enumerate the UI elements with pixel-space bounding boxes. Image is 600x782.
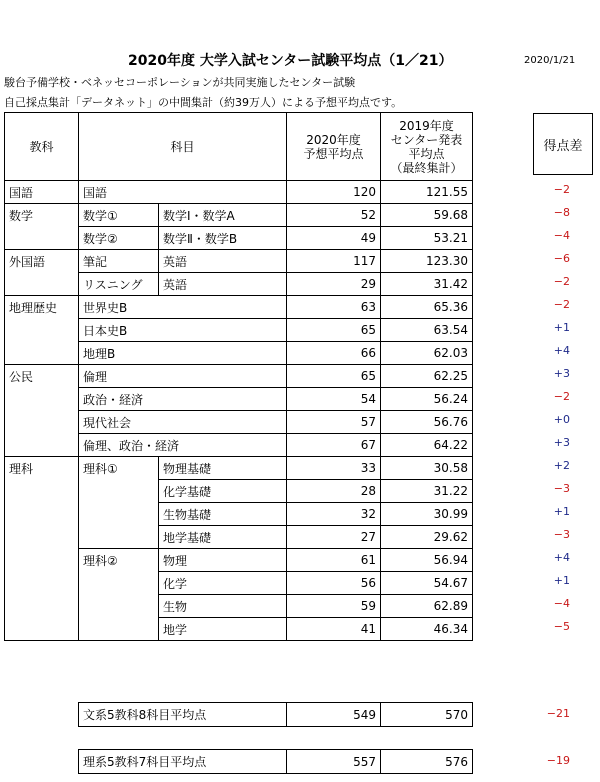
diff-column (530, 178, 570, 638)
cell-kyoka: 地理歴史 (5, 296, 79, 319)
diff-value: −2 (553, 183, 570, 196)
cell-2020: 120 (287, 181, 381, 204)
summary-2020: 557 (287, 750, 381, 774)
cell-subject: 物理 (159, 549, 287, 572)
cell-2020: 52 (287, 204, 381, 227)
table-row (5, 549, 473, 572)
cell-2020: 41 (287, 618, 381, 641)
summary-diff: −19 (546, 754, 570, 767)
cell-2020: 117 (287, 250, 381, 273)
cell-group: 理科① (79, 457, 159, 480)
diff-value: +3 (553, 436, 570, 449)
cell-kyoka (5, 227, 79, 250)
cell-subject: 現代社会 (79, 411, 287, 434)
cell-2019: 56.94 (381, 549, 473, 572)
cell-kyoka (5, 273, 79, 296)
cell-kyoka (5, 526, 79, 549)
cell-2020: 67 (287, 434, 381, 457)
diff-value: +2 (553, 459, 570, 472)
summary-label: 文系5教科8科目平均点 (79, 703, 287, 727)
cell-subject: 化学 (159, 572, 287, 595)
cell-2019: 30.99 (381, 503, 473, 526)
cell-2019: 31.42 (381, 273, 473, 296)
diff-value: +1 (553, 505, 570, 518)
cell-2019: 123.30 (381, 250, 473, 273)
cell-subject: 政治・経済 (79, 388, 287, 411)
cell-2020: 65 (287, 365, 381, 388)
header-2019 (381, 113, 473, 181)
cell-2019: 53.21 (381, 227, 473, 250)
cell-kyoka (5, 595, 79, 618)
cell-kyoka: 数学 (5, 204, 79, 227)
cell-subject: 倫理、政治・経済 (79, 434, 287, 457)
cell-2019: 65.36 (381, 296, 473, 319)
cell-group (79, 595, 159, 618)
summary-2019: 570 (381, 703, 473, 727)
diff-value: −6 (553, 252, 570, 265)
summary-label: 理系5教科7科目平均点 (79, 750, 287, 774)
table-row (5, 595, 473, 618)
cell-2019: 56.24 (381, 388, 473, 411)
cell-subject: 地学 (159, 618, 287, 641)
cell-subject: 日本史B (79, 319, 287, 342)
table-row (5, 227, 473, 250)
cell-subject: 国語 (79, 181, 287, 204)
cell-kyoka: 外国語 (5, 250, 79, 273)
score-table (4, 112, 473, 641)
diff-value: −3 (553, 482, 570, 495)
table-row (5, 365, 473, 388)
cell-group: リスニング (79, 273, 159, 296)
page-title: 2020年度 大学入試センター試験平均点（1／21） (128, 53, 453, 69)
cell-group: 理科② (79, 549, 159, 572)
table-row (5, 273, 473, 296)
cell-2020: 54 (287, 388, 381, 411)
cell-kyoka (5, 388, 79, 411)
table-row (5, 572, 473, 595)
cell-group (79, 503, 159, 526)
summary-table-bunkei (78, 702, 473, 727)
cell-kyoka (5, 342, 79, 365)
cell-kyoka: 国語 (5, 181, 79, 204)
cell-subject: 数学Ⅱ・数学B (159, 227, 287, 250)
cell-subject: 倫理 (79, 365, 287, 388)
diff-value: +1 (553, 321, 570, 334)
diff-value: +4 (553, 551, 570, 564)
cell-2020: 61 (287, 549, 381, 572)
cell-group (79, 572, 159, 595)
table-row (5, 181, 473, 204)
diff-value: −5 (553, 620, 570, 633)
table-row (5, 342, 473, 365)
table-row (5, 250, 473, 273)
header-2020-line1: 2020年度 (306, 132, 361, 147)
table-row (5, 618, 473, 641)
cell-2019: 62.25 (381, 365, 473, 388)
cell-2020: 32 (287, 503, 381, 526)
table-row (5, 388, 473, 411)
cell-kyoka: 理科 (5, 457, 79, 480)
header-kyoka: 教科 (5, 113, 79, 181)
cell-2019: 64.22 (381, 434, 473, 457)
table-row (5, 480, 473, 503)
diff-value: −2 (553, 298, 570, 311)
cell-2020: 29 (287, 273, 381, 296)
cell-2020: 56 (287, 572, 381, 595)
summary-2019: 576 (381, 750, 473, 774)
header-2019-line2: センター発表 (390, 132, 463, 147)
cell-2019: 121.55 (381, 181, 473, 204)
diff-value: +1 (553, 574, 570, 587)
date-label: 2020/1/21 (524, 55, 576, 66)
table-row (5, 503, 473, 526)
cell-subject: 地学基礎 (159, 526, 287, 549)
cell-2020: 65 (287, 319, 381, 342)
diff-value: −4 (553, 597, 570, 610)
cell-subject: 英語 (159, 273, 287, 296)
cell-group: 筆記 (79, 250, 159, 273)
cell-2020: 63 (287, 296, 381, 319)
header-2020-line2: 予想平均点 (303, 146, 364, 161)
source-note-1: 駿台予備学校・ベネッセコーポレーションが共同実施したセンター試験 (4, 76, 356, 89)
table-row (5, 434, 473, 457)
cell-2019: 62.89 (381, 595, 473, 618)
diff-value: +4 (553, 344, 570, 357)
cell-2019: 59.68 (381, 204, 473, 227)
cell-2019: 29.62 (381, 526, 473, 549)
table-row (5, 296, 473, 319)
cell-kyoka (5, 549, 79, 572)
cell-subject: 化学基礎 (159, 480, 287, 503)
cell-subject: 地理B (79, 342, 287, 365)
source-note-2: 自己採点集計「データネット」の中間集計（約39万人）による予想平均点です。 (4, 96, 403, 109)
cell-kyoka (5, 434, 79, 457)
cell-subject: 数学Ⅰ・数学A (159, 204, 287, 227)
diff-value: −3 (553, 528, 570, 541)
table-row (5, 204, 473, 227)
table-row (5, 319, 473, 342)
diff-value: −4 (553, 229, 570, 242)
summary-diff: −21 (546, 707, 570, 720)
summary-table-rikei (78, 749, 473, 774)
cell-kyoka (5, 411, 79, 434)
table-row (5, 411, 473, 434)
header-2019-line3: 平均点 (408, 146, 445, 161)
cell-2019: 63.54 (381, 319, 473, 342)
diff-value: −2 (553, 275, 570, 288)
cell-subject: 世界史B (79, 296, 287, 319)
cell-group: 数学① (79, 204, 159, 227)
cell-subject: 英語 (159, 250, 287, 273)
cell-2019: 56.76 (381, 411, 473, 434)
cell-kyoka (5, 319, 79, 342)
cell-group (79, 480, 159, 503)
cell-subject: 生物基礎 (159, 503, 287, 526)
cell-2020: 28 (287, 480, 381, 503)
cell-kyoka (5, 618, 79, 641)
cell-subject: 生物 (159, 595, 287, 618)
summary-row (79, 750, 473, 774)
table-row (5, 526, 473, 549)
cell-kyoka (5, 480, 79, 503)
cell-subject: 物理基礎 (159, 457, 287, 480)
cell-2019: 31.22 (381, 480, 473, 503)
summary-row (79, 703, 473, 727)
diff-value: −2 (553, 390, 570, 403)
cell-2020: 33 (287, 457, 381, 480)
cell-group: 数学② (79, 227, 159, 250)
diff-value: −8 (553, 206, 570, 219)
header-kamoku: 科目 (79, 113, 287, 181)
cell-2019: 46.34 (381, 618, 473, 641)
cell-kyoka: 公民 (5, 365, 79, 388)
header-2019-line4: （最終集計） (390, 160, 463, 175)
cell-kyoka (5, 572, 79, 595)
cell-2019: 62.03 (381, 342, 473, 365)
cell-2020: 66 (287, 342, 381, 365)
cell-2020: 59 (287, 595, 381, 618)
summary-2020: 549 (287, 703, 381, 727)
header-2019-line1: 2019年度 (399, 118, 454, 133)
header-diff: 得点差 (533, 113, 593, 175)
cell-2020: 49 (287, 227, 381, 250)
header-2020 (287, 113, 381, 181)
table-body (5, 181, 473, 641)
cell-group (79, 618, 159, 641)
cell-2020: 27 (287, 526, 381, 549)
diff-value: +3 (553, 367, 570, 380)
diff-value: +0 (553, 413, 570, 426)
cell-2019: 54.67 (381, 572, 473, 595)
cell-group (79, 526, 159, 549)
cell-2020: 57 (287, 411, 381, 434)
cell-kyoka (5, 503, 79, 526)
table-row (5, 457, 473, 480)
cell-2019: 30.58 (381, 457, 473, 480)
